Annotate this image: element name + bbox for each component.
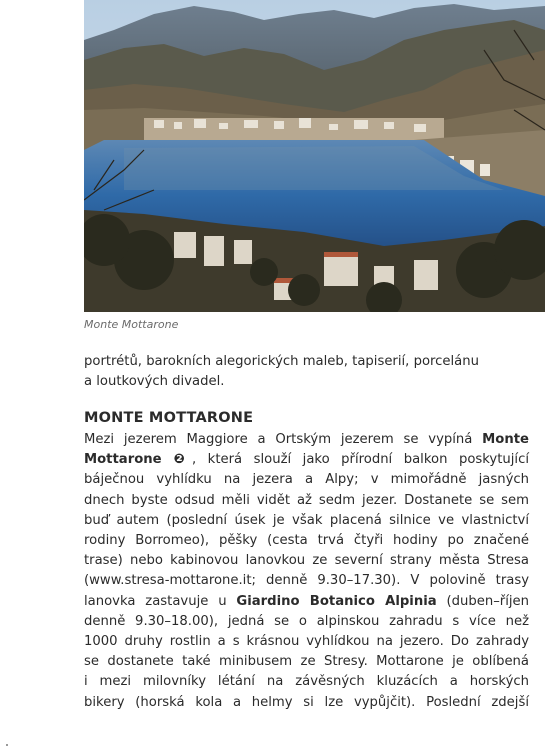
text-segment: 1000 druhy rostlin a s krásnou vyhlídkou na jezero. Do zahrady — [84, 634, 529, 650]
bold-term: Mottarone ❷ — [84, 452, 192, 468]
text-line — [84, 672, 529, 692]
text-segment: denně 9.30–18.00), jedná se o alpinskou zahradu s více než — [84, 613, 529, 629]
lead-paragraph — [84, 352, 529, 392]
text-segment: lanovka zastavuje u — [84, 593, 237, 609]
text-line — [84, 592, 529, 612]
text-line: a loutkových divadel. — [84, 374, 225, 390]
text-segment: Mezi jezerem Maggiore a Ortským jezerem se vypíná — [84, 432, 483, 447]
text-line — [84, 612, 529, 632]
text-line — [84, 430, 529, 450]
text-segment: se dostanete také minibusem ze Stresy. Mottarone je oblíbená — [84, 654, 529, 670]
bold-term: Giardino Botanico Alpinia — [236, 593, 437, 609]
text-line — [84, 511, 529, 531]
text-segment: báječnou vyhlídku na jezera a Alpy; v mimořádně jasných — [84, 472, 529, 488]
text-segment: trase) nebo kabinovou lanovkou ze severní strany města Stresa — [84, 553, 529, 569]
text-line — [84, 470, 529, 490]
photo-caption: Monte Mottarone — [84, 318, 179, 331]
text-line: portrétů, barokních alegorických maleb, tapiserií, porcelánu — [84, 354, 479, 369]
photo-illustration — [84, 0, 545, 312]
text-line — [84, 693, 529, 713]
text-segment: i mezi milovníky létání na závěsných kluzácích a horských — [84, 674, 529, 690]
text-line — [84, 491, 529, 511]
main-paragraph — [84, 430, 529, 713]
section-heading: MONTE MOTTARONE — [84, 410, 254, 426]
text-segment: bikery (horská kola a helmy si lze vypůjčit). Poslední zdejší — [84, 694, 529, 710]
text-segment: , která slouží jako přírodní balkon poskytující — [191, 452, 529, 468]
text-line — [84, 571, 529, 591]
text-segment: buď autem (poslední úsek je však placená silnice ve vlastnictví — [84, 512, 529, 528]
text-segment: (www.stresa-mottarone.it; denně 9.30–17.30). V polovině trasy — [84, 573, 529, 589]
text-line — [84, 551, 529, 571]
text-line — [84, 450, 529, 470]
lake-landscape-photo — [84, 0, 545, 312]
text-line — [84, 531, 529, 551]
page-mark — [6, 744, 8, 746]
text-segment: (duben–říjen — [436, 593, 530, 609]
text-line — [84, 632, 529, 652]
bold-term: Monte — [482, 432, 529, 447]
text-segment: rodiny Borromeo), pěšky (cesta trvá čtyři hodiny po značené — [84, 533, 529, 549]
text-line — [84, 652, 529, 672]
text-segment: dnech byste odsud měli vidět až sedm jezer. Dostanete se sem — [84, 492, 529, 508]
